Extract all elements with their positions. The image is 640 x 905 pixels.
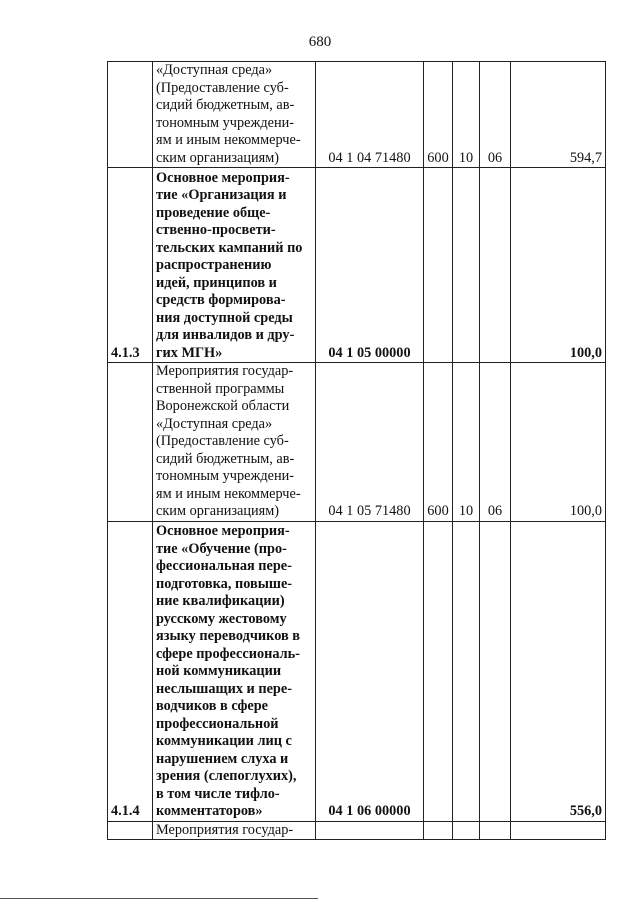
- name-line: ским организациям): [156, 149, 280, 166]
- row-number-cell: 4.1.3: [108, 168, 153, 363]
- name-line: «Доступная среда»: [156, 415, 273, 432]
- name-line: идей, принципов и: [156, 274, 277, 291]
- row-name-cell: [153, 821, 316, 840]
- name-line: средств формирова-: [156, 292, 286, 308]
- table-row: [108, 821, 606, 840]
- expense-group-cell: [424, 521, 453, 821]
- section-cell: [453, 521, 480, 821]
- name-line: русскому жестовому: [156, 610, 287, 627]
- section-cell: [453, 168, 480, 363]
- table-row: [108, 363, 606, 522]
- target-code-cell: 04 1 06 00000: [316, 521, 424, 821]
- name-line: (Предоставление суб-: [156, 79, 289, 96]
- section-cell: [453, 821, 480, 840]
- name-line: зрения (слепоглухих),: [156, 768, 297, 784]
- name-line: ям и иным некоммерче-: [156, 132, 301, 148]
- row-number-cell: [108, 363, 153, 522]
- name-line: фессиональная пере-: [156, 558, 292, 574]
- name-line: «Доступная среда»: [156, 62, 273, 78]
- name-line: языку переводчиков в: [156, 628, 301, 644]
- name-line: водчиков в сфере: [156, 698, 269, 714]
- row-number-cell: [108, 62, 153, 168]
- amount-cell: 100,0: [511, 168, 606, 363]
- name-line: тельских кампаний по: [156, 239, 303, 256]
- amount-cell: 556,0: [511, 521, 606, 821]
- name-line: коммуникации лиц с: [156, 733, 292, 749]
- name-line: проведение обще-: [156, 204, 271, 221]
- row-number-cell: [108, 821, 153, 840]
- table-row: [108, 168, 606, 363]
- row-name-cell: [153, 62, 316, 168]
- name-line: Основное мероприя-: [156, 169, 290, 186]
- name-line: ям и иным некоммерче-: [156, 485, 301, 502]
- target-code-cell: 04 1 05 00000: [316, 168, 424, 363]
- table-row: [108, 62, 606, 168]
- name-line: сфере профессиональ-: [156, 645, 300, 662]
- row-name-cell: [153, 363, 316, 522]
- section-cell: 10: [453, 62, 480, 168]
- page-number: 680: [308, 34, 332, 50]
- target-code-cell: 04 1 05 71480: [316, 363, 424, 522]
- name-line: ной коммуникации: [156, 663, 282, 679]
- name-line: распространению: [156, 257, 272, 273]
- name-line: для инвалидов и дру-: [156, 327, 295, 343]
- name-line: тономным учреждени-: [156, 468, 295, 484]
- subsection-cell: [480, 821, 511, 840]
- expense-group-cell: 600: [424, 363, 453, 522]
- subsection-cell: 06: [480, 363, 511, 522]
- name-line: Основное мероприя-: [156, 523, 290, 539]
- subsection-cell: [480, 168, 511, 363]
- name-line: подготовка, повыше-: [156, 575, 293, 592]
- name-line: комментаторов»: [156, 803, 263, 819]
- name-line: ственно-просвети-: [156, 222, 276, 238]
- name-line: тие «Организация и: [156, 187, 287, 203]
- name-line: Мероприятия государ-: [156, 821, 294, 838]
- name-line: Мероприятия государ-: [156, 363, 294, 379]
- section-cell: 10: [453, 363, 480, 522]
- target-code-cell: 04 1 04 71480: [316, 62, 424, 168]
- row-name-cell: [153, 168, 316, 363]
- name-line: ственной программы: [156, 380, 285, 397]
- name-line: в том числе тифло-: [156, 785, 280, 802]
- name-line: сидий бюджетным, ав-: [156, 450, 295, 467]
- budget-table: [107, 61, 606, 840]
- expense-group-cell: 600: [424, 62, 453, 168]
- name-line: ние квалификации): [156, 593, 285, 609]
- expense-group-cell: [424, 168, 453, 363]
- amount-cell: 594,7: [511, 62, 606, 168]
- name-line: тономным учреждени-: [156, 114, 295, 131]
- name-line: тие «Обучение (про-: [156, 540, 287, 557]
- subsection-cell: [480, 521, 511, 821]
- name-line: ским организациям): [156, 503, 280, 519]
- name-line: нарушением слуха и: [156, 750, 289, 767]
- target-code-cell: [316, 821, 424, 840]
- amount-cell: [511, 821, 606, 840]
- row-name-cell: [153, 521, 316, 821]
- expense-group-cell: [424, 821, 453, 840]
- name-line: сидий бюджетным, ав-: [156, 97, 295, 113]
- name-line: Воронежской области: [156, 398, 290, 414]
- name-line: гих МГН»: [156, 344, 223, 361]
- table-row: [108, 521, 606, 821]
- subsection-cell: 06: [480, 62, 511, 168]
- amount-cell: 100,0: [511, 363, 606, 522]
- footer-rule: [0, 898, 318, 899]
- name-line: ния доступной среды: [156, 309, 293, 326]
- name-line: (Предоставление суб-: [156, 433, 289, 449]
- row-number-cell: 4.1.4: [108, 521, 153, 821]
- name-line: профессиональной: [156, 715, 279, 732]
- name-line: неслышащих и пере-: [156, 680, 292, 697]
